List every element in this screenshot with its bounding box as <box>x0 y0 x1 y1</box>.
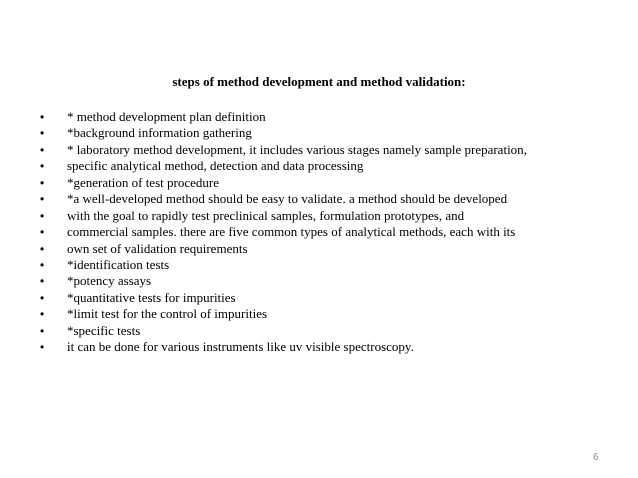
list-item <box>40 175 620 191</box>
bullet-point-icon: • <box>40 257 45 272</box>
list-item <box>40 125 620 141</box>
page-number: 6 <box>593 452 599 463</box>
bullet-point-icon: • <box>40 142 45 157</box>
bullet-point-icon: • <box>40 110 45 124</box>
list-item <box>40 323 620 339</box>
list-item <box>40 191 620 207</box>
bullet-list <box>40 109 620 356</box>
list-item <box>40 273 620 289</box>
bullet-text: *identification tests <box>67 256 170 272</box>
list-item <box>40 142 620 158</box>
bullet-text: *limit test for the control of impurities <box>67 306 268 322</box>
bullet-text: specific analytical method, detection and data processing <box>67 158 364 174</box>
list-item <box>40 257 620 273</box>
bullet-text: *a well-developed method should be easy to validate. a method should be developed <box>67 191 508 207</box>
bullet-text: * method development plan definition <box>67 109 266 124</box>
bullet-text: commercial samples. there are five common types of analytical methods, each with its <box>67 224 516 240</box>
bullet-point-icon: • <box>40 192 45 207</box>
bullet-point-icon: • <box>40 340 45 355</box>
list-item <box>40 241 620 257</box>
list-item <box>40 158 620 174</box>
bullet-text: *specific tests <box>67 322 141 338</box>
bullet-point-icon: • <box>40 323 45 338</box>
bullet-point-icon: • <box>40 241 45 256</box>
list-item <box>40 290 620 306</box>
bullet-text: *background information gathering <box>67 125 252 141</box>
list-item <box>40 339 620 355</box>
bullet-text: *generation of test procedure <box>67 174 219 190</box>
bullet-point-icon: • <box>40 290 45 305</box>
bullet-text: * laboratory method development, it includes various stages namely sample preparation, <box>67 141 527 157</box>
bullet-text: *potency assays <box>67 273 152 289</box>
bullet-point-icon: • <box>40 126 45 141</box>
bullet-point-icon: • <box>40 274 45 289</box>
bullet-point-icon: • <box>40 208 45 223</box>
list-item <box>40 109 620 125</box>
bullet-point-icon: • <box>40 225 45 240</box>
bullet-text: it can be done for various instruments like uv visible spectroscopy. <box>67 339 414 355</box>
bullet-text: *quantitative tests for impurities <box>67 289 236 305</box>
list-item <box>40 208 620 224</box>
bullet-point-icon: • <box>40 159 45 174</box>
bullet-text: own set of validation requirements <box>67 240 248 256</box>
bullet-point-icon: • <box>40 175 45 190</box>
bullet-text: with the goal to rapidly test preclinical samples, formulation prototypes, and <box>67 207 465 223</box>
list-item <box>40 306 620 322</box>
list-item <box>40 224 620 240</box>
slide-title: steps of method development and method validation: <box>172 74 466 89</box>
bullet-point-icon: • <box>40 307 45 322</box>
